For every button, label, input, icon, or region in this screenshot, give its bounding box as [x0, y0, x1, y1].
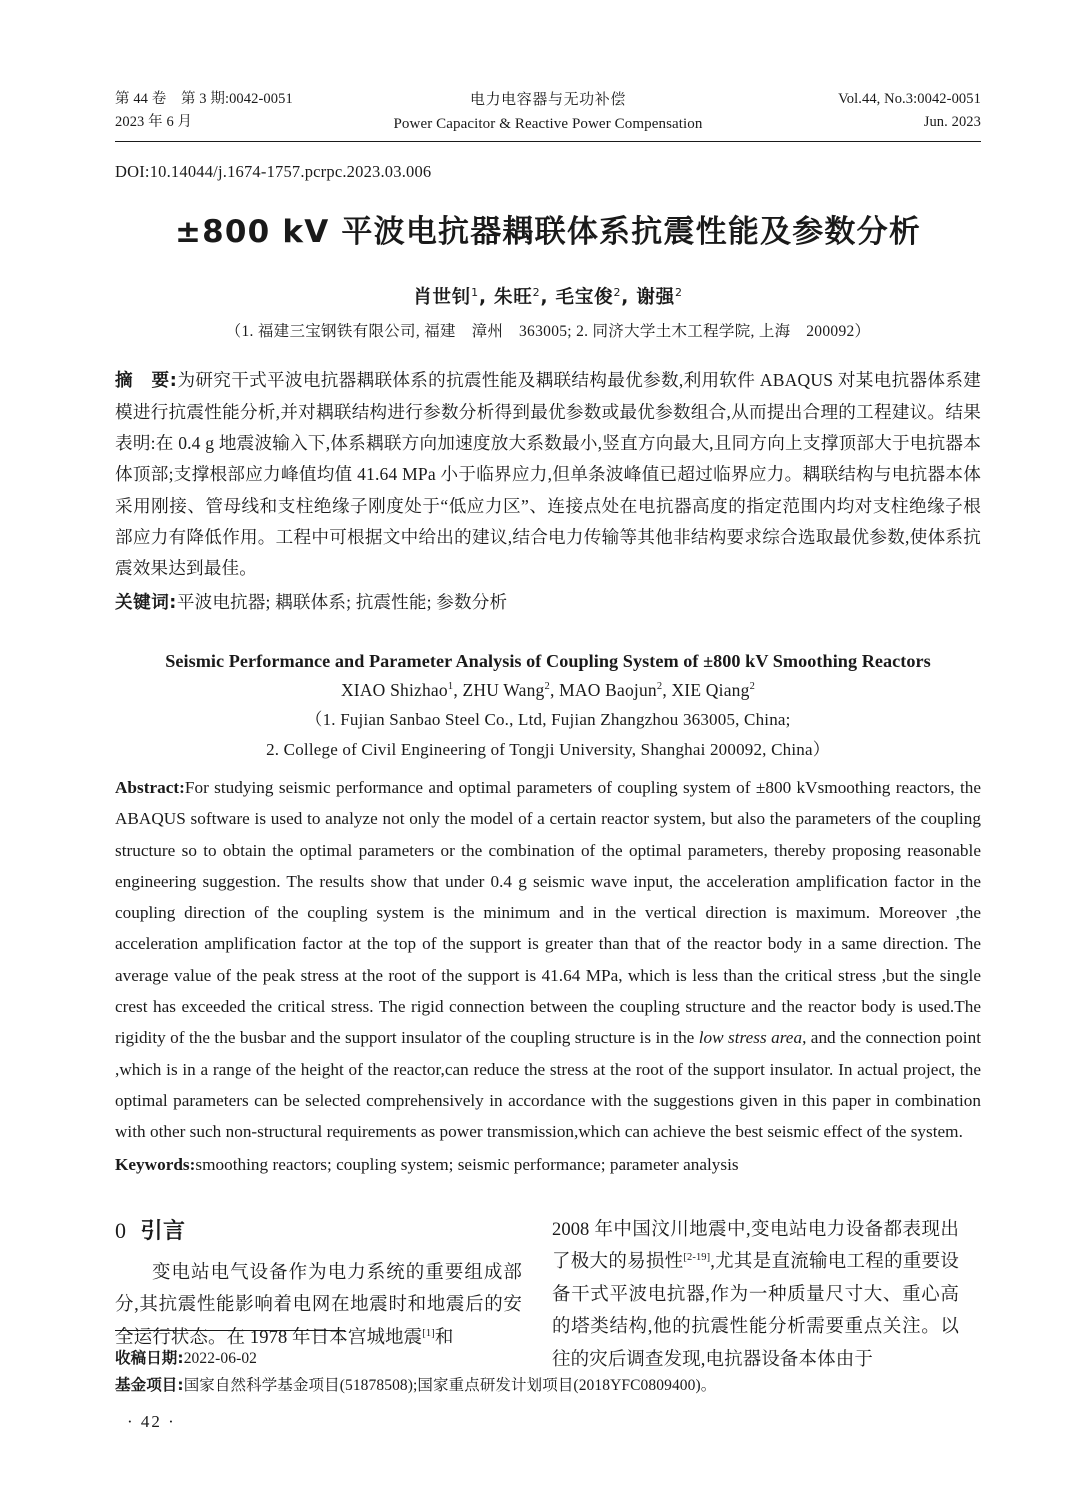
author-en-3-affil: 2: [656, 681, 663, 693]
author-cn-3-affil: 2: [613, 285, 622, 299]
abstract-en-part1: For studying seismic performance and optimal parameters of coupling system of ±800 kVsmoothing reactors, the ABAQUS software is used to analyze not only the model of a certain reactor system, but also the parameters of the coupling structure so to obtain the optimal parameters or the combination of the optimal parameters, thereby proposing reasonable engineering suggestion. The results show that under 0.4 g seismic wave input, the acceleration amplification factor in the coupling direction of the coupling system is the minimum and in the vertical direction is maximum. Moreover ,the acceleration amplification factor at the top of the support is greater than that of the reactor body in a same direction. The average value of the peak stress at the root of the support is 41.64 MPa, which is less than the critical stress ,but the single crest has exceeded the critical stress. The rigid connection between the coupling structure and the reactor body is used.The rigidity of the the busbar and the support insulator of the coupling structure is in the: [115, 777, 981, 1048]
journal-name-en: Power Capacitor & Reactive Power Compensation: [393, 116, 703, 133]
keywords-en-label: Keywords:: [115, 1154, 196, 1174]
author-cn-2: 朱旺: [494, 286, 533, 308]
footnote-received-value: 2022-06-02: [183, 1350, 258, 1367]
running-head-right: [711, 88, 981, 135]
body-left-text-b: 和: [434, 1327, 454, 1348]
footnote-divider: [115, 1330, 345, 1331]
keywords-cn-text: 平波电抗器; 耦联体系; 抗震性能; 参数分析: [176, 591, 508, 612]
section-heading-introduction: [115, 1214, 522, 1245]
keywords-en: [115, 1149, 981, 1180]
header-divider: [115, 141, 981, 142]
keywords-cn: [115, 587, 981, 619]
affiliation-en-line2: 2. College of Civil Engineering of Tongji University, Shanghai 200092, China）: [266, 739, 830, 759]
author-en-4: XIE Qiang: [671, 680, 750, 701]
footnote-fund: [115, 1372, 981, 1399]
authors-en: XIAO Shizhao$^1$, ZHU Wang$^2$, MAO Baojun$^2$, XIE Qiang$^2$: [340, 680, 756, 701]
abstract-en-label: Abstract:: [115, 777, 185, 797]
page-title: ±800 kV 平波电抗器耦联体系抗震性能及参数分析: [174, 213, 922, 250]
author-cn-4-affil: 2: [674, 285, 683, 299]
footnote-received-label: 收稿日期:: [115, 1349, 184, 1367]
footnote-fund-label: 基金项目:: [115, 1376, 184, 1395]
keywords-en-text: smoothing reactors; coupling system; seismic performance; parameter analysis: [195, 1154, 739, 1174]
affiliation-en-line1: （1. Fujian Sanbao Steel Co., Ltd, Fujian Zhangzhou 363005, China;: [305, 710, 791, 730]
footnote-fund-value: 国家自然科学基金项目(51878508);国家重点研发计划项目(2018YFC0809400)。: [183, 1377, 717, 1395]
issue-date-cn: 2023 年 6 月: [115, 114, 193, 131]
running-head-left: [115, 88, 385, 135]
author-en-4-affil: 2: [749, 681, 756, 693]
body-right-text-b: ,尤其是直流输电工程的重要设备干式平波电抗器,作为一种质量尺寸大、重心高的塔类结构,他的抗震性能分析需要重点关注。以往的灾后调查发现,电抗器设备本体由于: [552, 1252, 960, 1370]
author-en-1-affil: 1: [447, 681, 454, 693]
citation-ref-2-19: [2-19]: [683, 1252, 711, 1264]
author-cn-2-affil: 2: [532, 285, 541, 299]
footnote-block: [115, 1327, 981, 1399]
authors-cn: 肖世钊$^1$, 朱旺$^2$, 毛宝俊$^2$, 谢强$^2$: [413, 285, 683, 308]
running-head: [115, 88, 981, 137]
abstract-cn: [115, 365, 981, 585]
body-left-text-a: 变电站电气设备作为电力系统的重要组成部分,其抗震性能影响着电网在地震时和地震后的安全运行状态。在 1978 年日本宫城地震: [115, 1262, 522, 1348]
author-cn-1: 肖世钊: [413, 286, 472, 308]
keywords-cn-label: 关键词:: [115, 592, 177, 613]
abstract-cn-text: 为研究干式平波电抗器耦联体系的抗震性能及耦联结构最优参数,利用软件 ABAQUS 对某电抗器体系建模进行抗震性能分析,并对耦联结构进行参数分析得到最优参数或最优参数组合,从而提出合理的工程建议。结果表明:在 0.4 g 地震波输入下,体系耦联方向加速度放大系数最小,竖直方向最大,且同方向上支撑顶部大于电抗器本体顶部;支撑根部应力峰值均值 41.64 MPa 小于临界应力,但单条波峰值已超过临界应力。耦联结构与电抗器本体采用刚接、管母线和支柱绝缘子刚度处于“低应力区”、连接点处在电抗器高度的指定范围内均对支柱绝缘子根部应力有降低作用。工程中可根据文中给出的建议,结合电力传输等其他非结构要求综合选取最优参数,使体系抗震效果达到最佳。: [115, 369, 981, 579]
abstract-en: [115, 772, 981, 1148]
doi-line: DOI:10.14044/j.1674-1757.pcrpc.2023.03.006: [115, 161, 432, 181]
issue-date-en: Jun. 2023: [923, 114, 981, 131]
author-cn-3: 毛宝俊: [555, 286, 614, 308]
page-title-en: Seismic Performance and Parameter Analysis of Coupling System of ±800 kV Smoothing Reactors: [165, 651, 931, 671]
affiliation-cn: （1. 福建三宝钢铁有限公司, 福建 漳州 363005; 2. 同济大学土木工程学院, 上海 200092）: [225, 322, 871, 340]
author-en-1: XIAO Shizhao: [340, 680, 448, 701]
running-head-center: [385, 88, 711, 137]
citation-ref-1: [1]: [422, 1327, 435, 1339]
abstract-en-italic: low stress area: [698, 1028, 803, 1048]
volume-issue: 第 44 卷 第 3 期:0042-0051: [115, 91, 293, 107]
abstract-en-part2: , and the connection point ,which is in a range of the height of the reactor,can reduce the stress at the root of the support insulator. In actual project, the optimal parameters can be selected comprehensively in accordance with the suggestions given in this paper in combination with other such non-structural requirements as power transmission,which can achieve the best seismic effect of the system.: [115, 1028, 981, 1142]
affiliation-en: [115, 705, 981, 763]
volume-issue-en: Vol.44, No.3:0042-0051: [838, 91, 981, 107]
author-en-2: ZHU Wang: [462, 680, 545, 701]
section-number: 0: [115, 1217, 127, 1243]
author-cn-4: 谢强: [636, 286, 675, 308]
abstract-cn-label: 摘 要:: [115, 370, 178, 391]
author-cn-1-affil: 1: [471, 285, 479, 299]
page-content: [115, 88, 981, 1377]
journal-name-cn: 电力电容器与无功补偿: [469, 92, 626, 108]
page-number: · 42 ·: [127, 1412, 176, 1431]
footnote-received: [115, 1345, 981, 1372]
author-en-2-affil: 2: [544, 681, 550, 693]
author-en-3: MAO Baojun: [559, 680, 657, 701]
section-title: 引言: [140, 1218, 186, 1244]
body-right-text-a: 2008 年中国汶川地震中,变电站电力设备都表现出了极大的易损性: [552, 1219, 959, 1273]
